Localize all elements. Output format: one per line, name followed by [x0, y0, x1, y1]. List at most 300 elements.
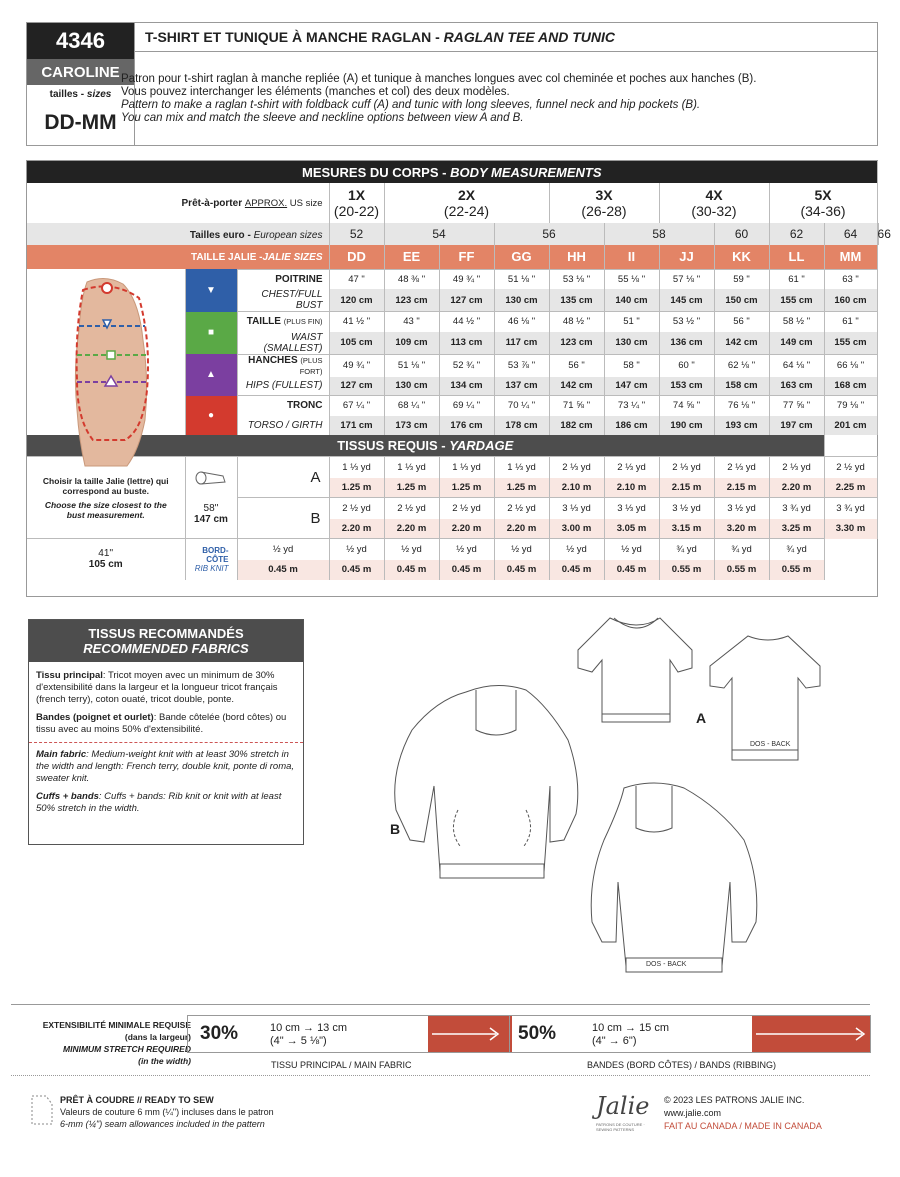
yardage-m: 1.25 m: [329, 478, 384, 498]
measure-cm: 127 cm: [439, 289, 494, 312]
measure-cm: 142 cm: [549, 377, 604, 396]
measure-label-en: [237, 416, 329, 435]
rtw-size: [659, 183, 769, 223]
title-fr: T-SHIRT ET TUNIQUE À MANCHE RAGLAN -: [145, 29, 444, 45]
stretch-label: [19, 1019, 191, 1067]
rtw-label-en: US size: [287, 197, 323, 209]
measure-inch: 58 ": [604, 354, 659, 377]
yardage-yd: 1 ⅓ yd: [329, 457, 384, 478]
main-stretch-values: [270, 1022, 347, 1048]
pattern-number: 4346: [27, 23, 134, 59]
measure-label-en-text: HIPS (FULLEST): [245, 380, 323, 392]
measure-cm: 155 cm: [824, 332, 877, 355]
euro-size: 52: [329, 223, 384, 245]
measure-cm: 197 cm: [769, 416, 824, 435]
rtw-size-code: 5X: [814, 187, 832, 203]
measure-inch: 74 ⅝ ": [659, 396, 714, 416]
band-stretch-cm: 10 cm → 15 cm: [592, 1022, 670, 1034]
jalie-size: GG: [494, 245, 549, 269]
measure-cm: 123 cm: [384, 289, 439, 312]
measure-inch: 49 ¾ ": [439, 269, 494, 289]
measure-inch: 52 ¾ ": [439, 354, 494, 377]
measure-cm: 123 cm: [549, 332, 604, 355]
measure-cm: 155 cm: [769, 289, 824, 312]
bands-en: [36, 791, 296, 815]
measure-label-en-text: CHEST/FULL BUST: [261, 289, 323, 311]
yardage-yd: 2 ⅓ yd: [604, 457, 659, 478]
rtw-size-code: 4X: [705, 187, 723, 203]
yardage-yd: ½ yd: [237, 539, 329, 560]
measurement-table: [26, 160, 891, 597]
measure-inch: 46 ⅛ ": [494, 312, 549, 332]
measure-cm: 182 cm: [549, 416, 604, 435]
view-b-back-drawing: [591, 783, 757, 972]
jalie-size: DD: [329, 245, 384, 269]
measure-cm: 193 cm: [714, 416, 769, 435]
bm-title-fr: MESURES DU CORPS -: [301, 164, 451, 180]
measure-label-fr-text: POITRINE: [275, 273, 323, 285]
measure-inch: 43 ": [384, 312, 439, 332]
pattern-description: [121, 73, 861, 125]
rtw-size: [384, 183, 549, 223]
recommended-fabrics: [28, 619, 304, 845]
divider: [134, 51, 878, 52]
measure-cm: 176 cm: [439, 416, 494, 435]
euro-label-fr: Tailles euro -: [189, 230, 254, 241]
measure-label-en: [237, 377, 329, 396]
yardage-yd: ½ yd: [494, 539, 549, 560]
measure-cm: 153 cm: [659, 377, 714, 396]
measure-symbol-icon: ■: [185, 312, 237, 355]
website-link[interactable]: www.jalie.com: [664, 1108, 722, 1118]
desc-en-2: You can mix and match the sleeve and neckline options between view A and B.: [121, 112, 524, 124]
fabrics-title-en: RECOMMENDED FABRICS: [83, 641, 249, 656]
stretch-guide: [11, 1004, 870, 1076]
measure-symbol-icon: ▲: [185, 354, 237, 396]
measure-label-fr-text: HANCHES: [248, 354, 301, 366]
measure-inch: 56 ": [714, 312, 769, 332]
measure-inch: 70 ¼ ": [494, 396, 549, 416]
measure-inch: 58 ½ ": [769, 312, 824, 332]
rtw-size: [549, 183, 659, 223]
rtw-size-code: 1X: [347, 187, 366, 203]
yardage-view-label: [185, 539, 237, 580]
width-rib-in: 41'': [98, 548, 114, 560]
yardage-m: 1.25 m: [439, 478, 494, 498]
band-stretch-arrow: [752, 1016, 870, 1052]
yardage-yd: 3 ½ yd: [659, 498, 714, 519]
desc-fr-2: Vous pouvez interchanger les éléments (manches et col) des deux modèles.: [121, 86, 510, 98]
yardage-m: 3.05 m: [604, 519, 659, 539]
yardage-m: 2.20 m: [329, 519, 384, 539]
jalie-label-en: JALIE SIZES: [262, 251, 323, 263]
euro-size: 56: [494, 223, 604, 245]
measure-inch: 41 ½ ": [329, 312, 384, 332]
yardage-m: 2.10 m: [604, 478, 659, 498]
euro-size: 54: [384, 223, 494, 245]
recommended-fabrics-title: [29, 620, 303, 662]
copyright-block: [664, 1094, 822, 1133]
measure-cm: 140 cm: [604, 289, 659, 312]
bands-en-text: : Cuffs + bands: Rib knit or knit with at least 50% stretch in the width.: [36, 791, 282, 814]
yardage-yd: 3 ¾ yd: [769, 498, 824, 519]
pattern-name: CAROLINE: [27, 59, 134, 85]
measure-inch: 49 ¾ ": [329, 354, 384, 377]
view-a-back-label: DOS - BACK: [750, 741, 791, 748]
bm-title-en: BODY MEASUREMENTS: [450, 164, 602, 180]
yardage-yd: 3 ⅓ yd: [549, 498, 604, 519]
measure-cm: 149 cm: [769, 332, 824, 355]
yardage-title-fr: TISSUS REQUIS -: [337, 437, 450, 453]
sizes-label: [27, 89, 134, 100]
measure-cm: 178 cm: [494, 416, 549, 435]
fabric-width-rib: [27, 539, 185, 580]
measure-label-en-text: TORSO / GIRTH: [247, 419, 323, 431]
measure-cm: 137 cm: [494, 377, 549, 396]
yardage-yd: 2 ½ yd: [494, 498, 549, 519]
ready-to-sew: [60, 1094, 274, 1130]
measure-inch: 62 ⅛ ": [714, 354, 769, 377]
measure-inch: 77 ⅝ ": [769, 396, 824, 416]
measure-cm: 127 cm: [329, 377, 384, 396]
main-fabric-fr: [36, 670, 296, 706]
bands-en-label: Cuffs + bands: [36, 791, 99, 802]
main-stretch-arrow: [428, 1016, 512, 1052]
yardage-yd: 2 ⅓ yd: [549, 457, 604, 478]
stretch-label-2: (dans la largeur): [124, 1032, 191, 1042]
yardage-m: 2.20 m: [494, 519, 549, 539]
rib-knit-fr: BORD-CÔTE: [202, 545, 229, 564]
measure-inch: 64 ⅛ ": [769, 354, 824, 377]
measure-inch: 51 ⅛ ": [494, 269, 549, 289]
choose-size-fr: Choisir la taille Jalie (lettre) qui correspond au buste.: [42, 475, 169, 496]
measure-inch: 59 ": [714, 269, 769, 289]
yardage-m: 0.45 m: [439, 560, 494, 580]
measure-cm: 109 cm: [384, 332, 439, 355]
main-stretch-box: [187, 1015, 511, 1053]
view-b-front-drawing: [395, 685, 578, 878]
view-label: A: [310, 468, 321, 486]
measure-inch: 53 ⅞ ": [494, 354, 549, 377]
sizes-label-fr: tailles -: [49, 89, 87, 100]
measure-inch: 66 ⅛ ": [824, 354, 877, 377]
measure-cm: 105 cm: [329, 332, 384, 355]
measure-inch: 48 ⅜ ": [384, 269, 439, 289]
yardage-m: 3.25 m: [769, 519, 824, 539]
measure-label-fr: [237, 396, 329, 416]
measure-inch: 69 ¼ ": [439, 396, 494, 416]
measure-inch: 51 ": [604, 312, 659, 332]
measure-cm: 173 cm: [384, 416, 439, 435]
jalie-logo-sub: PATRONS DE COUTURE · SEWING PATTERNS: [596, 1122, 645, 1132]
main-stretch-caption: TISSU PRINCIPAL / MAIN FABRIC: [271, 1060, 412, 1070]
measure-inch: 47 ": [329, 269, 384, 289]
measure-label-sub: (PLUS FIN): [283, 317, 323, 327]
measure-cm: 163 cm: [769, 377, 824, 396]
measure-inch: 79 ⅛ ": [824, 396, 877, 416]
yardage-m: 3.00 m: [549, 519, 604, 539]
view-b-back-label: DOS - BACK: [646, 961, 687, 968]
measure-label-en: [237, 289, 329, 312]
rtw-size-row: [27, 183, 879, 223]
measure-cm: 147 cm: [604, 377, 659, 396]
euro-size: 62: [769, 223, 824, 245]
measure-cm: 117 cm: [494, 332, 549, 355]
yardage-yd: 1 ⅓ yd: [384, 457, 439, 478]
measure-inch: 53 ½ ": [659, 312, 714, 332]
measure-inch: 73 ¼ ": [604, 396, 659, 416]
yardage-m: 3.15 m: [659, 519, 714, 539]
measure-inch: 61 ": [769, 269, 824, 289]
measure-cm: 134 cm: [439, 377, 494, 396]
band-stretch-box: [509, 1015, 871, 1053]
rtw-size-code: 3X: [595, 187, 613, 203]
yardage-yd: 3 ⅓ yd: [604, 498, 659, 519]
main-fabric-en: [36, 749, 296, 785]
measure-inch: 60 ": [659, 354, 714, 377]
measure-label-fr: [237, 269, 329, 289]
yardage-yd: 2 ½ yd: [329, 498, 384, 519]
euro-label: [27, 223, 329, 245]
jalie-logo: Jalie: [596, 1092, 650, 1120]
arrow-right-icon: [752, 1016, 870, 1052]
measure-cm: 130 cm: [494, 289, 549, 312]
stretch-label-1: EXTENSIBILITÉ MINIMALE REQUISE: [42, 1020, 191, 1030]
yardage-yd: 2 ½ yd: [439, 498, 494, 519]
yardage-m: 0.45 m: [384, 560, 439, 580]
yardage-yd: 1 ⅓ yd: [494, 457, 549, 478]
yardage-row: [27, 539, 879, 560]
yardage-yd: 2 ½ yd: [384, 498, 439, 519]
yardage-yd: ½ yd: [439, 539, 494, 560]
rtw-label-approx: APPROX.: [244, 197, 288, 209]
measure-inch: 51 ⅛ ": [384, 354, 439, 377]
ready-to-sew-title: PRÊT À COUDRE // READY TO SEW: [60, 1095, 214, 1105]
jalie-size: EE: [384, 245, 439, 269]
size-range: DD-MM: [44, 111, 117, 134]
yardage-m: 2.15 m: [714, 478, 769, 498]
measure-label-fr-text: TAILLE: [246, 316, 284, 328]
yardage-m: 2.10 m: [549, 478, 604, 498]
jalie-size: MM: [824, 245, 877, 269]
measure-inch: 53 ⅛ ": [549, 269, 604, 289]
yardage-yd: 2 ⅓ yd: [714, 457, 769, 478]
rtw-size-range: (30-32): [691, 203, 737, 219]
main-fabric-fr-text: : Tricot moyen avec un minimum de 30% d'extensibilité dans la largeur et la longueur tricot français (french terry), coton ouaté, tricot double, ponte.: [36, 670, 278, 705]
width-main-cm: 147 cm: [194, 514, 228, 525]
yardage-yd: ¾ yd: [659, 539, 714, 560]
euro-size-row: [27, 223, 879, 245]
bands-fr-label: Bandes (poignet et ourlet): [36, 712, 154, 723]
width-main-in: 58'': [203, 503, 219, 514]
made-in-canada: FAIT AU CANADA / MADE IN CANADA: [664, 1121, 822, 1131]
rtw-size: [769, 183, 877, 223]
pattern-header: [26, 22, 878, 146]
yardage-yd: ½ yd: [329, 539, 384, 560]
sizes-label-en: sizes: [86, 89, 112, 100]
fabrics-title-fr: TISSUS RECOMMANDÉS: [88, 626, 244, 641]
title-en: RAGLAN TEE AND TUNIC: [443, 29, 616, 45]
measure-cm: 142 cm: [714, 332, 769, 355]
yardage-m: 3.20 m: [714, 519, 769, 539]
measure-inch: 71 ⅝ ": [549, 396, 604, 416]
bands-fr: [36, 712, 296, 736]
main-fabric-fr-label: Tissu principal: [36, 670, 103, 681]
yardage-m: 0.45 m: [604, 560, 659, 580]
measure-symbol-icon: ▼: [185, 269, 237, 312]
measure-label-fr: [237, 354, 329, 377]
measure-label-fr: [237, 312, 329, 332]
yardage-yd: ½ yd: [384, 539, 439, 560]
main-stretch-percent: 30%: [200, 1023, 239, 1044]
body-figure: [27, 270, 185, 466]
main-stretch-in: (4" → 5 ⅛"): [270, 1035, 327, 1047]
measure-inch: 48 ½ ": [549, 312, 604, 332]
measure-cm: 136 cm: [659, 332, 714, 355]
desc-fr-1: Patron pour t-shirt raglan à manche repliée (A) et tunique à manches longues avec col cheminée et poches aux hanches (B).: [121, 73, 757, 85]
rtw-size-range: (26-28): [581, 203, 627, 219]
yardage-m: 2.15 m: [659, 478, 714, 498]
yardage-m: 2.20 m: [384, 519, 439, 539]
measure-cm: 113 cm: [439, 332, 494, 355]
main-stretch-cm: 10 cm → 13 cm: [270, 1022, 348, 1034]
jalie-size: KK: [714, 245, 769, 269]
width-rib-cm: 105 cm: [88, 559, 123, 571]
measure-cm: 130 cm: [384, 377, 439, 396]
rtw-size: [329, 183, 384, 223]
jalie-label: [27, 245, 329, 269]
measure-symbol-icon: ●: [185, 396, 237, 435]
yardage-yd: 3 ¾ yd: [824, 498, 877, 519]
jalie-size: LL: [769, 245, 824, 269]
yardage-m: 2.20 m: [439, 519, 494, 539]
yardage-yd: 2 ⅓ yd: [659, 457, 714, 478]
measure-inch: 67 ¼ ": [329, 396, 384, 416]
divider: [29, 742, 303, 743]
yardage-yd: 1 ⅓ yd: [439, 457, 494, 478]
yardage-m: 2.20 m: [769, 478, 824, 498]
view-a-label: A: [696, 710, 707, 726]
yardage-yd: 3 ½ yd: [714, 498, 769, 519]
yardage-yd: ¾ yd: [714, 539, 769, 560]
main-fabric-en-text: : Medium-weight knit with at least 30% stretch in the width and length: French terry, double knit, ponte di roma, sweater knit.: [36, 749, 295, 784]
main-fabric-en-label: Main fabric: [36, 749, 87, 760]
rtw-size-code: 2X: [457, 187, 476, 203]
jalie-label-fr: TAILLE JALIE -: [191, 251, 263, 263]
pattern-piece-icon: [30, 1094, 54, 1126]
yardage-m: 0.45 m: [237, 560, 329, 580]
choose-size-note: [27, 457, 185, 539]
euro-size: 58: [604, 223, 714, 245]
measure-cm: 171 cm: [329, 416, 384, 435]
yardage-title-en: YARDAGE: [449, 437, 514, 453]
body-measurements-title: [27, 161, 877, 183]
euro-label-en: European sizes: [253, 230, 323, 241]
yardage-view-label: [237, 457, 329, 498]
measure-cm: 150 cm: [714, 289, 769, 312]
rib-knit-en: RIB KNIT: [194, 563, 229, 573]
view-label: B: [310, 509, 321, 527]
bands-fr-text: : Bande côtelée (bord côtes) ou tissu avec au moins 50% d'extensibilité.: [36, 712, 287, 735]
measure-cm: 130 cm: [604, 332, 659, 355]
jalie-size: HH: [549, 245, 604, 269]
rtw-label: [27, 183, 329, 223]
euro-size: 64: [824, 223, 877, 245]
stretch-label-4: (in the width): [138, 1056, 191, 1066]
rtw-size-range: (34-36): [800, 203, 846, 219]
desc-en-1: Pattern to make a raglan t-shirt with foldback cuff (A) and tunic with long sleeves, funnel neck and hip pockets (B).: [121, 99, 701, 111]
stretch-label-3: MINIMUM STRETCH REQUIRED: [63, 1044, 191, 1054]
rtw-label-fr: Prêt-à-porter: [181, 197, 245, 209]
measure-cm: 145 cm: [659, 289, 714, 312]
band-stretch-percent: 50%: [518, 1023, 557, 1044]
measure-label-sub: (PLUS FORT): [299, 355, 323, 376]
yardage-yd: 2 ½ yd: [824, 457, 877, 478]
rtw-size-range: (20-22): [333, 203, 380, 219]
view-a-front-drawing: [578, 618, 692, 722]
euro-size: 60: [714, 223, 769, 245]
yardage-m: 2.25 m: [824, 478, 877, 498]
measure-cm: 190 cm: [659, 416, 714, 435]
band-stretch-caption: BANDES (BORD CÔTES) / BANDS (RIBBING): [587, 1060, 777, 1070]
measure-label-en-text: WAIST (SMALLEST): [263, 331, 323, 354]
yardage-m: 0.55 m: [769, 560, 824, 580]
yardage-yd: ¾ yd: [769, 539, 824, 560]
fabric-width-main: [185, 457, 237, 539]
yardage-m: 1.25 m: [494, 478, 549, 498]
jalie-size: FF: [439, 245, 494, 269]
yardage-yd: ½ yd: [604, 539, 659, 560]
measure-inch: 44 ½ ": [439, 312, 494, 332]
yardage-yd: ½ yd: [549, 539, 604, 560]
measure-cm: 168 cm: [824, 377, 877, 396]
jalie-size-row: [27, 245, 879, 269]
measure-cm: 160 cm: [824, 289, 877, 312]
measure-inch: 76 ⅛ ": [714, 396, 769, 416]
measure-inch: 63 ": [824, 269, 877, 289]
measure-inch: 61 ": [824, 312, 877, 332]
band-stretch-in: (4" → 6"): [592, 1035, 637, 1047]
measure-cm: 120 cm: [329, 289, 384, 312]
measure-cm: 186 cm: [604, 416, 659, 435]
measure-inch: 68 ¼ ": [384, 396, 439, 416]
yardage-m: 3.30 m: [824, 519, 877, 539]
pattern-title: [145, 29, 615, 45]
measure-label-en: [237, 332, 329, 355]
seam-allowance-fr: Valeurs de couture 6 mm (¼") incluses dans le patron: [60, 1107, 274, 1117]
view-b-label: B: [390, 821, 401, 837]
yardage-view-label: [237, 498, 329, 539]
rtw-size-range: (22-24): [443, 203, 490, 219]
seam-allowance-en: 6-mm (¼") seam allowances included in the pattern: [60, 1119, 265, 1129]
fabric-roll-icon: [193, 470, 229, 486]
yardage-yd: 2 ⅓ yd: [769, 457, 824, 478]
measure-inch: 56 ": [549, 354, 604, 377]
yardage-m: 0.45 m: [494, 560, 549, 580]
measure-inch: 57 ⅛ ": [659, 269, 714, 289]
yardage-m: 0.45 m: [549, 560, 604, 580]
euro-size: 66: [877, 223, 878, 245]
jalie-size: JJ: [659, 245, 714, 269]
measure-cm: 201 cm: [824, 416, 877, 435]
yardage-m: 1.25 m: [384, 478, 439, 498]
yardage-m: 0.45 m: [329, 560, 384, 580]
choose-size-en: Choose the size closest to the bust measurement.: [44, 499, 167, 520]
jalie-size: II: [604, 245, 659, 269]
yardage-m: 0.55 m: [659, 560, 714, 580]
measure-cm: 158 cm: [714, 377, 769, 396]
technical-drawings: [320, 610, 880, 990]
